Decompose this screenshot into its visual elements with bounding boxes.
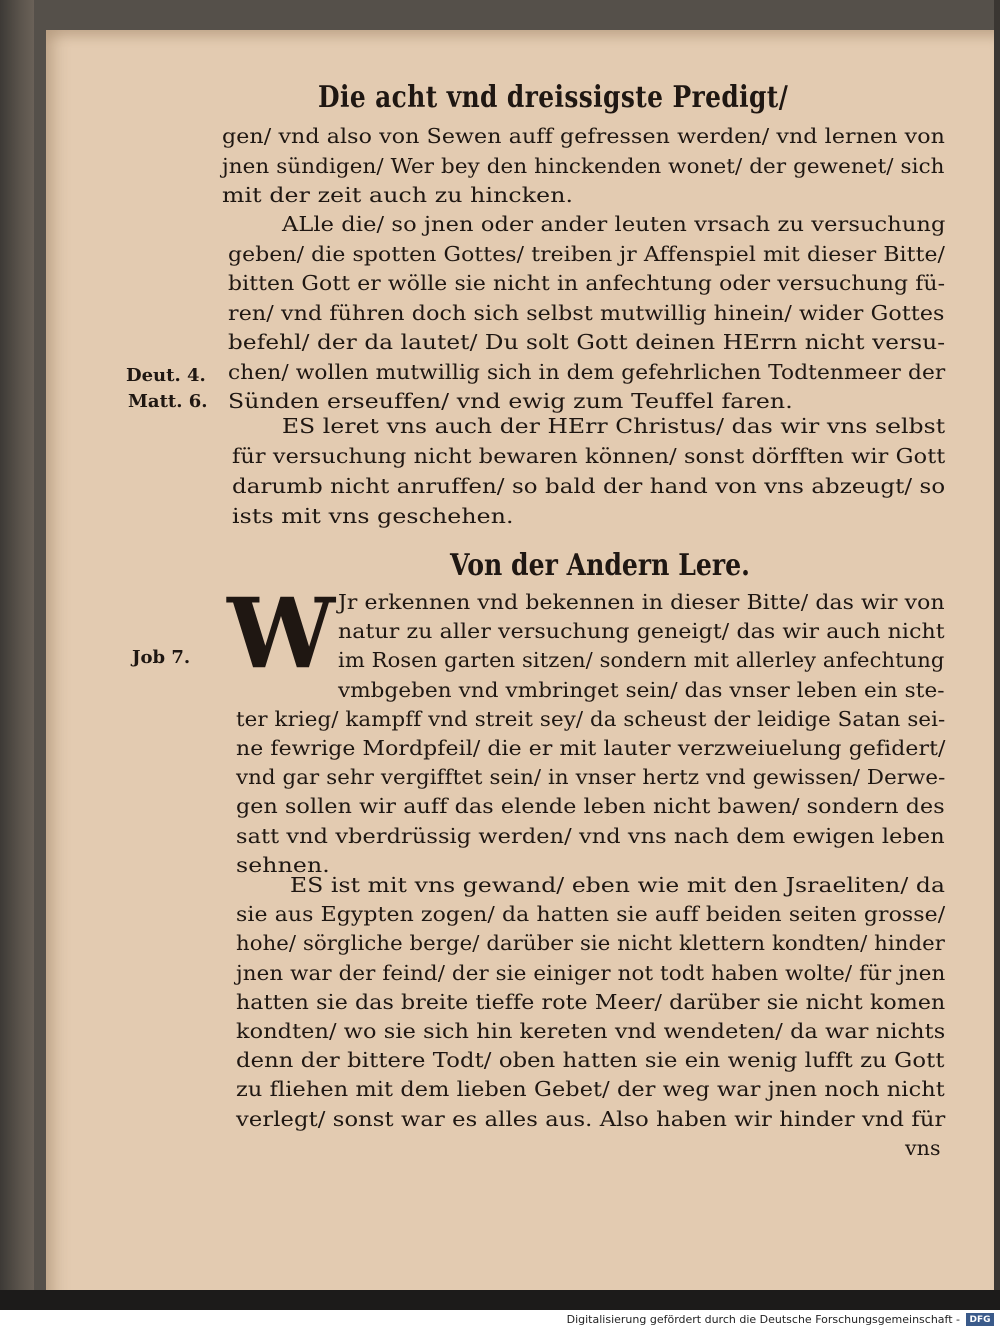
text-line: mit der zeit auch zu hincken.: [222, 183, 574, 207]
text-line: ne fewrige Mordpfeil/ die er mit lauter verzweiuelung gefidert/: [236, 736, 946, 760]
text-line: darumb nicht anruffen/ so bald der hand von vns abzeugt/ so: [232, 474, 946, 498]
text-line: hatten sie das breite tieffe rote Meer/ darüber sie nicht komen: [236, 989, 946, 1014]
text-line: jnen war der feind/ der sie einiger not todt haben wolte/ für jnen: [236, 960, 946, 985]
text-line: im Rosen garten sitzen/ sondern mit allerley anfechtung: [338, 648, 945, 673]
section-heading: Von der Andern Lere.: [450, 548, 750, 583]
text-line: ES ist mit vns gewand/ eben wie mit den Jsraeliten/ da: [290, 873, 946, 897]
text-line: vmbgeben vnd vmbringet sein/ das vnser leben ein ste-: [338, 677, 945, 702]
text-line: ALle die/ so jnen oder ander leuten vrsach zu versuchung: [282, 212, 946, 236]
book-binding-edge: [0, 0, 34, 1310]
text-line: für versuchung nicht bewaren können/ sonst dörfften wir Gott: [232, 444, 946, 468]
text-line: jnen sündigen/ Wer bey den hinckenden wonet/ der gewenet/ sich: [222, 153, 945, 178]
text-line: verlegt/ sonst war es alles aus. Also haben wir hinder vnd für: [236, 1106, 946, 1131]
text-line: bitten Gott er wölle sie nicht in anfechtung oder versuchung fü-: [228, 271, 946, 295]
text-line: ES leret vns auch der HErr Christus/ das wir vns selbst: [282, 414, 946, 438]
dfg-logo: DFG: [966, 1313, 994, 1326]
text-line: Sünden erseuffen/ vnd ewig zum Teuffel faren.: [228, 389, 793, 413]
margin-note-job: Job 7.: [132, 647, 191, 668]
text-line: geben/ die spotten Gottes/ treiben jr Affenspiel mit dieser Bitte/: [228, 241, 946, 266]
text-line: ists mit vns geschehen.: [232, 504, 514, 528]
drop-cap-initial: W: [227, 577, 335, 690]
page-title: Die acht vnd dreissigste Predigt/: [318, 80, 789, 115]
margin-note-deut: Deut. 4.: [126, 365, 206, 386]
footer-credit-text: Digitalisierung gefördert durch die Deutsche Forschungsgemeinschaft -: [566, 1313, 960, 1326]
text-line: gen/ vnd also von Sewen auff gefressen werden/ vnd lernen von: [222, 124, 946, 148]
digitization-footer: [0, 1310, 1000, 1330]
text-line: befehl/ der da lautet/ Du solt Gott deinen HErrn nicht versu-: [228, 330, 946, 354]
scan-bottom-border: [0, 1290, 1000, 1310]
text-line: kondten/ wo sie sich hin kereten vnd wendeten/ da war nichts: [236, 1019, 946, 1043]
margin-note-matt: Matt. 6.: [128, 391, 208, 412]
text-line: sehnen.: [236, 852, 330, 877]
text-line: denn der bittere Todt/ oben hatten sie ein wenig lufft zu Gott: [236, 1048, 945, 1073]
text-line: chen/ wollen mutwillig sich in dem gefehrlichen Todtenmeer der: [228, 359, 946, 384]
text-line: hohe/ sörgliche berge/ darüber sie nicht klettern kondten/ hinder: [236, 931, 945, 956]
text-line: natur zu aller versuchung geneigt/ das wir auch nicht: [338, 619, 945, 644]
text-line: gen sollen wir auff das elende leben nicht bawen/ sondern des: [236, 794, 945, 819]
text-line: satt vnd vberdrüssig werden/ vnd vns nach dem ewigen leben: [236, 823, 945, 848]
text-line: sie aus Egypten zogen/ da hatten sie auff beiden seiten grosse/: [236, 902, 946, 927]
text-line: Jr erkennen vnd bekennen in dieser Bitte/ das wir von: [338, 590, 945, 614]
text-line: ren/ vnd führen doch sich selbst mutwillig hinein/ wider Gottes: [228, 300, 945, 325]
text-line: zu fliehen mit dem lieben Gebet/ der weg war jnen noch nicht: [236, 1077, 945, 1102]
text-line: ter krieg/ kampff vnd streit sey/ da scheust der leidige Satan sei-: [236, 706, 946, 731]
catchword: vns: [905, 1136, 941, 1160]
text-line: vnd gar sehr vergifftet sein/ in vnser hertz vnd gewissen/ Derwe-: [236, 765, 946, 790]
page-right-edge: [994, 0, 1000, 1310]
